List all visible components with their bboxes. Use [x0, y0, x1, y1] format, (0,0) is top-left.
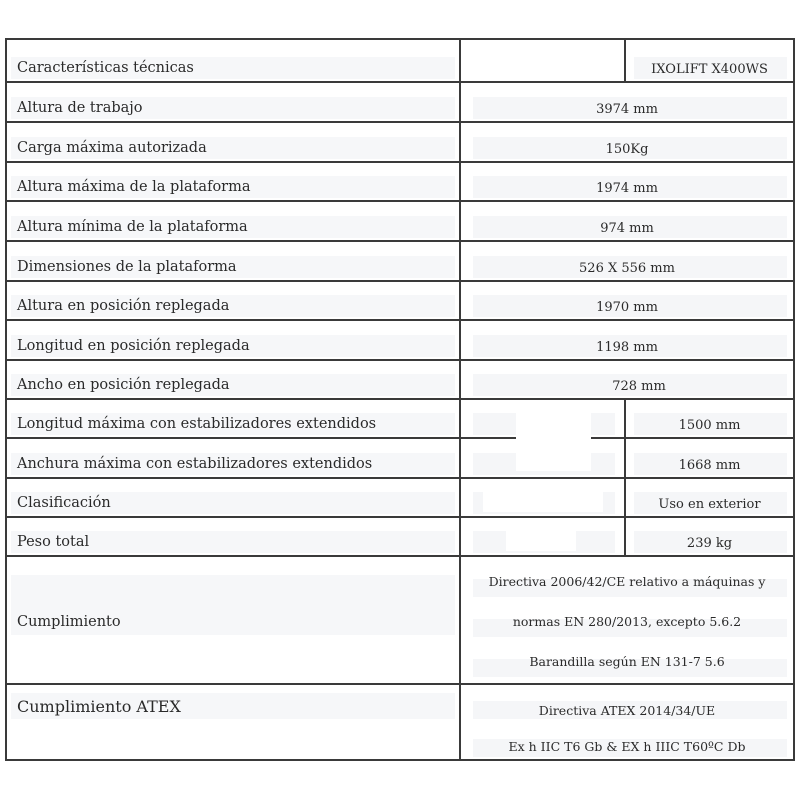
atex-line: Ex h IIC T6 Gb & EX h IIIC T60ºC Db: [508, 739, 746, 754]
compliance-line: Directiva 2006/42/CE relativo a máquinas y: [488, 574, 766, 589]
row-label: Altura máxima de la plataforma: [17, 179, 251, 195]
row-value: 1198 mm: [596, 340, 658, 355]
header-label: Características técnicas: [17, 60, 194, 76]
table-row: [7, 361, 793, 400]
row-value: 728 mm: [612, 379, 666, 394]
row-value: Uso en exterior: [658, 497, 761, 512]
model-cell: [626, 40, 793, 81]
atex-line: Directiva ATEX 2014/34/UE: [538, 703, 716, 718]
table-row: [7, 518, 793, 557]
header-label-cell: [7, 40, 461, 81]
compliance-line: normas EN 280/2013, excepto 5.6.2: [512, 614, 742, 629]
row-label: Altura en posición replegada: [17, 298, 230, 314]
model-name: IXOLIFT X400WS: [651, 62, 768, 77]
row-label: Peso total: [17, 534, 90, 550]
row-label: Longitud máxima con estabilizadores extendidos: [17, 416, 377, 432]
compliance-line: Barandilla según EN 131-7 5.6: [529, 654, 725, 669]
table-row: [7, 439, 793, 479]
atex-label: Cumplimiento ATEX: [17, 697, 181, 716]
row-value: 526 X 556 mm: [579, 261, 675, 276]
row-value: 239 kg: [686, 536, 733, 551]
table-row: [7, 400, 793, 439]
table-row: [7, 479, 793, 518]
row-value: 1974 mm: [596, 181, 658, 196]
atex-row: [7, 685, 793, 759]
header-value-cell: [461, 40, 793, 81]
row-value: 1668 mm: [678, 458, 741, 473]
table-row: [7, 83, 793, 123]
row-value: 150Kg: [605, 142, 649, 157]
table-row: [7, 202, 793, 242]
spec-table: [5, 38, 795, 761]
table-row: [7, 282, 793, 321]
row-label: Anchura máxima con estabilizadores extendidos: [17, 456, 373, 472]
table-row: [7, 123, 793, 163]
table-row: [7, 163, 793, 202]
row-value: 1970 mm: [596, 300, 658, 315]
row-label: Longitud en posición replegada: [17, 338, 250, 354]
compliance-label: Cumplimiento: [17, 614, 121, 630]
row-label: Ancho en posición replegada: [17, 377, 230, 393]
row-value: 1500 mm: [678, 418, 741, 433]
row-label: Carga máxima autorizada: [17, 140, 207, 156]
table-row: [7, 242, 793, 282]
row-label: Altura mínima de la plataforma: [17, 219, 248, 235]
row-label: Clasificación: [17, 495, 111, 511]
compliance-row: [7, 557, 793, 685]
row-label: Dimensiones de la plataforma: [17, 259, 237, 275]
table-row: [7, 321, 793, 361]
row-label: Altura de trabajo: [17, 100, 143, 116]
header-row: [7, 40, 793, 83]
row-value: 974 mm: [600, 221, 654, 236]
row-value: 3974 mm: [596, 102, 658, 117]
